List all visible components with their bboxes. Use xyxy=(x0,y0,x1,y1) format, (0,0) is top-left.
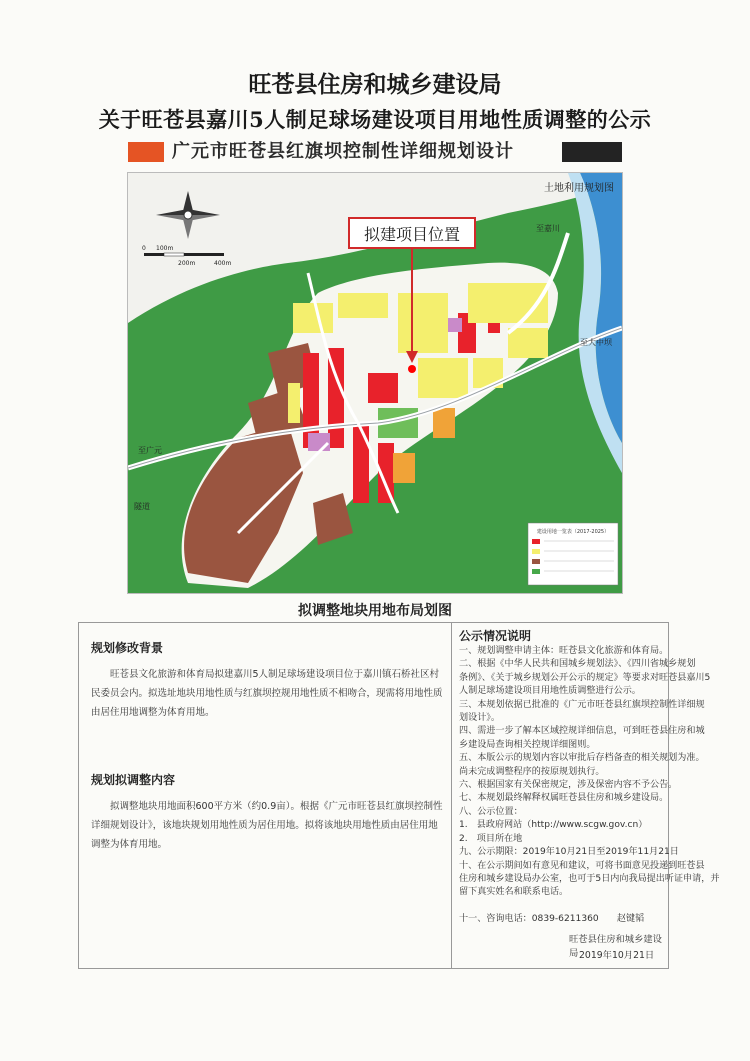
sign-org: 旺苍县住房和城乡建设局 xyxy=(569,934,662,959)
sign-date: 2019年10月21日 xyxy=(579,950,655,961)
zone-education-1 xyxy=(393,453,415,483)
adjustment-heading: 规划拟调整内容 xyxy=(91,773,176,787)
road-label-jiachuan: 至嘉川 xyxy=(536,224,560,233)
page-title: 旺苍县住房和城乡建设局 xyxy=(248,71,502,98)
svg-text:100m: 100m xyxy=(156,245,174,252)
adjustment-paragraph: 拟调整地块用地面积600平方米（约0.9亩）。根据《广元市旺苍县红旗坝控制性详细规划设计》，该地块规划用地性质为居住用地。拟将该地块用地性质由居住用地调整为体育用地。 xyxy=(91,801,443,850)
site-label: 拟建项目位置 xyxy=(363,225,461,244)
banner-red-block xyxy=(128,142,164,162)
notice-line: 乡建设局查询相关控规详细图则。 xyxy=(459,739,596,750)
page-subtitle: 关于旺苍县嘉川5人制足球场建设项目用地性质调整的公示 xyxy=(98,107,652,132)
svg-text:200m: 200m xyxy=(178,260,196,267)
notice-line: 五、本版公示的规划内容以审批后存档备查的相关规划为准。 xyxy=(459,753,705,764)
notice-line: 尚未完成调整程序的按原规划执行。 xyxy=(459,766,605,777)
banner-text: 广元市旺苍县红旗坝控制性详细规划设计 xyxy=(172,141,514,162)
panel-divider xyxy=(451,623,452,968)
zone-commercial-3 xyxy=(353,423,369,503)
notice-line: 九、公示期限：2019年10月21日至2019年11月21日 xyxy=(459,847,679,858)
road-label-tunnel: 隧道 xyxy=(134,502,150,511)
zone-public-2 xyxy=(448,318,462,332)
svg-text:400m: 400m xyxy=(214,260,232,267)
notice-line: 人制足球场建设项目用地性质调整进行公示。 xyxy=(459,686,641,697)
land-use-map xyxy=(127,172,623,594)
notice-line: 四、需进一步了解本区域控规详细信息，可到旺苍县住房和城 xyxy=(459,726,705,737)
notice-line: 条例》、《关于城乡规划公开公示的规定》等要求对旺苍县嘉川5 xyxy=(459,672,711,683)
notice-line: 十一、咨询电话：0839-6211360 赵键韬 xyxy=(459,914,645,925)
zone-residential-4 xyxy=(418,358,468,398)
notice-panel xyxy=(78,622,720,969)
svg-text:0: 0 xyxy=(142,245,146,252)
notice-line: 留下真实姓名和联系电话。 xyxy=(459,887,569,898)
notice-line: 划设计》。 xyxy=(459,713,500,724)
notice-line xyxy=(459,900,663,913)
land-use-map-svg xyxy=(128,173,622,593)
road-label-guangyuan: 至广元 xyxy=(138,446,162,455)
svg-text:建设用地一览表（2017-2025）: 建设用地一览表（2017-2025） xyxy=(536,529,610,535)
zone-residential-6 xyxy=(508,328,548,358)
notice-line: 一、规划调整申请主体：旺苍县文化旅游和体育局。 xyxy=(459,646,669,656)
notice-line: 十、在公示期间如有意见和建议，可将书面意见投递到旺苍县 xyxy=(459,860,705,871)
notice-line: 七、本规划最终解释权属旺苍县住房和城乡建设局。 xyxy=(459,793,669,804)
background-paragraph: 旺苍县文化旅游和体育局拟建嘉川5人制足球场建设项目位于嘉川镇石桥社区村民委员会内。拟选址地块用地性质与红旗坝控规用地性质不相吻合，现需将用地性质由居住用地调整为体育用地。 xyxy=(91,669,443,718)
notice-line: 三、本规划依据已批准的《广元市旺苍县红旗坝控制性详细规 xyxy=(459,699,705,710)
notice-line: 住房和城乡建设局办公室，也可于5日内向我局提出听证申请，并 xyxy=(459,873,720,884)
zone-residential-2 xyxy=(338,293,388,318)
zone-public-1 xyxy=(308,433,330,451)
road-label-dazhongba: 至大中坝 xyxy=(580,338,612,347)
site-marker xyxy=(408,365,416,373)
notice-line: 六、根据国家有关保密规定，涉及保密内容不予公告。 xyxy=(459,780,678,791)
zone-commercial-5 xyxy=(368,373,398,403)
notice-line: 二、根据《中华人民共和国城乡规划法》、《四川省城乡规划 xyxy=(459,659,696,670)
zone-residential-1 xyxy=(293,303,333,333)
plan-banner xyxy=(128,138,622,166)
zone-residential-7 xyxy=(288,383,300,423)
notice-line: 2. 项目所在地 xyxy=(459,833,523,844)
notice-heading: 公示情况说明 xyxy=(459,629,532,643)
background-heading: 规划修改背景 xyxy=(91,641,164,655)
notice-lines xyxy=(459,645,720,927)
zone-residential-3 xyxy=(398,293,448,353)
map-caption: 拟调整地块用地布局划图 xyxy=(298,603,452,619)
notice-line: 八、公示位置： xyxy=(459,806,523,817)
legend-table xyxy=(528,523,618,585)
notice-line: 1. 县政府网站（http://www.scgw.gov.cn） xyxy=(459,820,648,831)
banner-black-block xyxy=(562,142,622,162)
zone-education-2 xyxy=(433,408,455,438)
map-type-label: 土地利用规划图 xyxy=(544,183,614,194)
